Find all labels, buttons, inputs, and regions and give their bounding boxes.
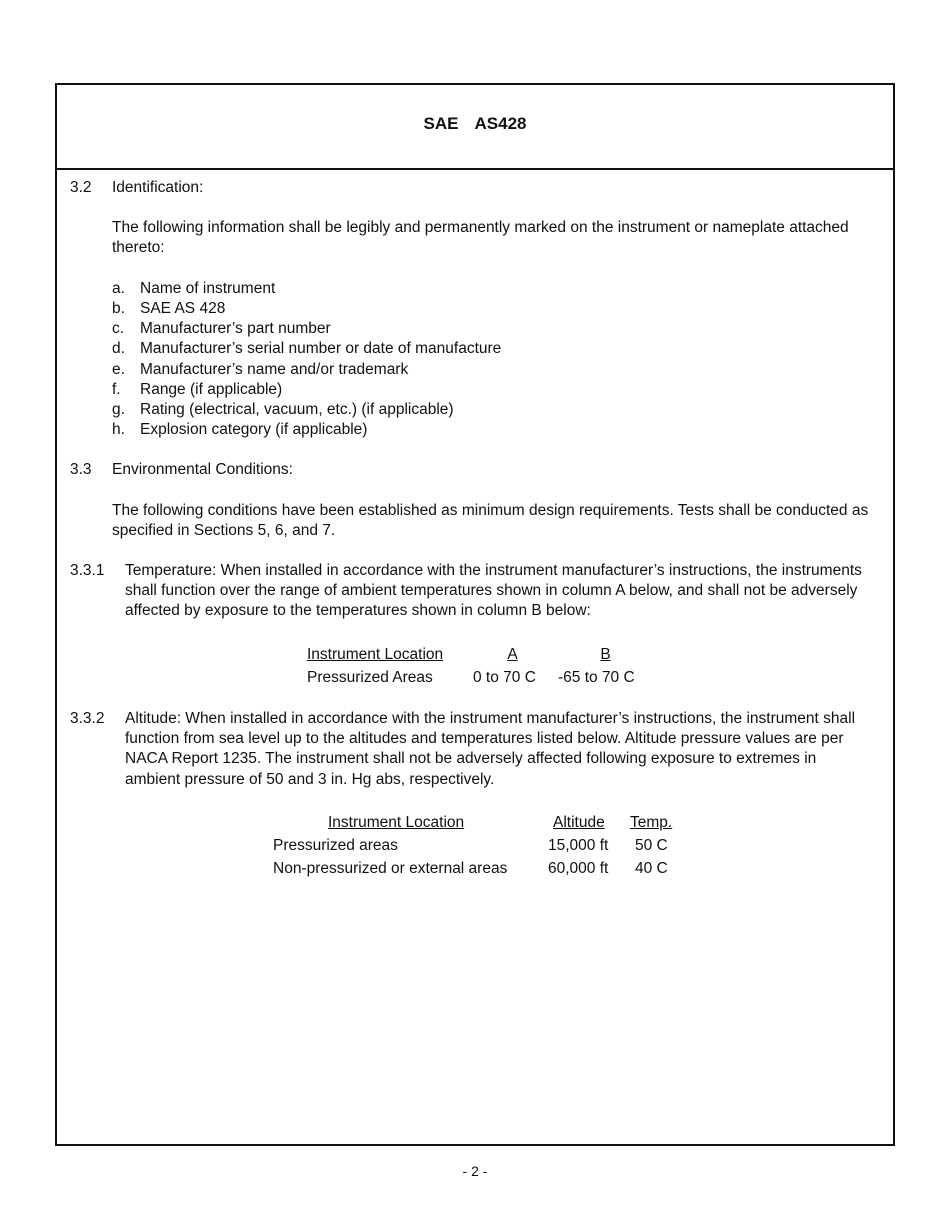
list-item-letter: e. <box>112 361 125 378</box>
table-cell: Non-pressurized or external areas <box>273 860 508 877</box>
table-header: Instrument Location <box>328 814 465 831</box>
document-title: SAE AS428 <box>423 114 527 133</box>
list-item-letter: a. <box>112 280 125 297</box>
table-header: A <box>507 646 518 663</box>
table-header: Altitude <box>553 814 605 831</box>
table-cell: 15,000 ft <box>548 837 609 854</box>
subsection-number: 3.3.2 <box>70 710 105 727</box>
subsection-number: 3.3.1 <box>70 562 105 579</box>
list-item: Manufacturer’s part number <box>140 320 331 337</box>
section-number: 3.3 <box>70 461 92 478</box>
list-item-letter: f. <box>112 381 121 398</box>
table-cell: 50 C <box>635 837 668 854</box>
list-item-letter: h. <box>112 421 125 438</box>
section-heading: Environmental Conditions: <box>112 461 293 478</box>
list-item: Range (if applicable) <box>140 381 283 398</box>
section-intro: The following information shall be legibly and permanently marked on the instrument or nameplate attached thereto: <box>112 219 849 257</box>
table-cell: 60,000 ft <box>548 860 609 877</box>
list-item: Explosion category (if applicable) <box>140 421 368 438</box>
subsection-text: Temperature: When installed in accordance with the instrument manufacturer’s instructions, the instruments shall function over the range of ambient temperatures shown in column A below, and shall not be adversely affected by exposure to the temperatures shown in column B below: <box>125 562 862 620</box>
list-item-letter: g. <box>112 401 125 418</box>
page-header <box>57 85 893 170</box>
section-number: 3.2 <box>70 179 92 196</box>
table-header: B <box>600 646 611 663</box>
list-item: Manufacturer’s serial number or date of manufacture <box>140 340 502 357</box>
section-heading: Identification: <box>112 179 204 196</box>
section-intro: The following conditions have been established as minimum design requirements. Tests shall be conducted as specified in Sections 5, 6, and 7. <box>112 502 869 540</box>
list-item-letter: c. <box>112 320 125 337</box>
table-header: Instrument Location <box>307 646 444 663</box>
list-item: Rating (electrical, vacuum, etc.) (if applicable) <box>140 401 454 418</box>
list-item: SAE AS 428 <box>140 300 226 317</box>
table-cell: 40 C <box>635 860 668 877</box>
table-cell: 0 to 70 C <box>473 669 536 686</box>
subsection-text: Altitude: When installed in accordance with the instrument manufacturer’s instructions, the instrument shall function from sea level up to the altitudes and temperatures listed below. Altitude pressure values are per NACA Report 1235. The instrument shall not be adversely affected following exposure to extremes in ambient pressure of 50 and 3 in. Hg abs, respectively. <box>125 710 856 788</box>
list-item-letter: d. <box>112 340 125 357</box>
table-header: Temp. <box>630 814 673 831</box>
table-cell: -65 to 70 C <box>558 669 635 686</box>
table-cell: Pressurized Areas <box>307 669 433 686</box>
list-item: Manufacturer’s name and/or trademark <box>140 361 409 378</box>
list-item: Name of instrument <box>140 280 276 297</box>
table-cell: Pressurized areas <box>273 837 398 854</box>
page-number: - 2 - <box>462 1163 488 1179</box>
list-item-letter: b. <box>112 300 125 317</box>
